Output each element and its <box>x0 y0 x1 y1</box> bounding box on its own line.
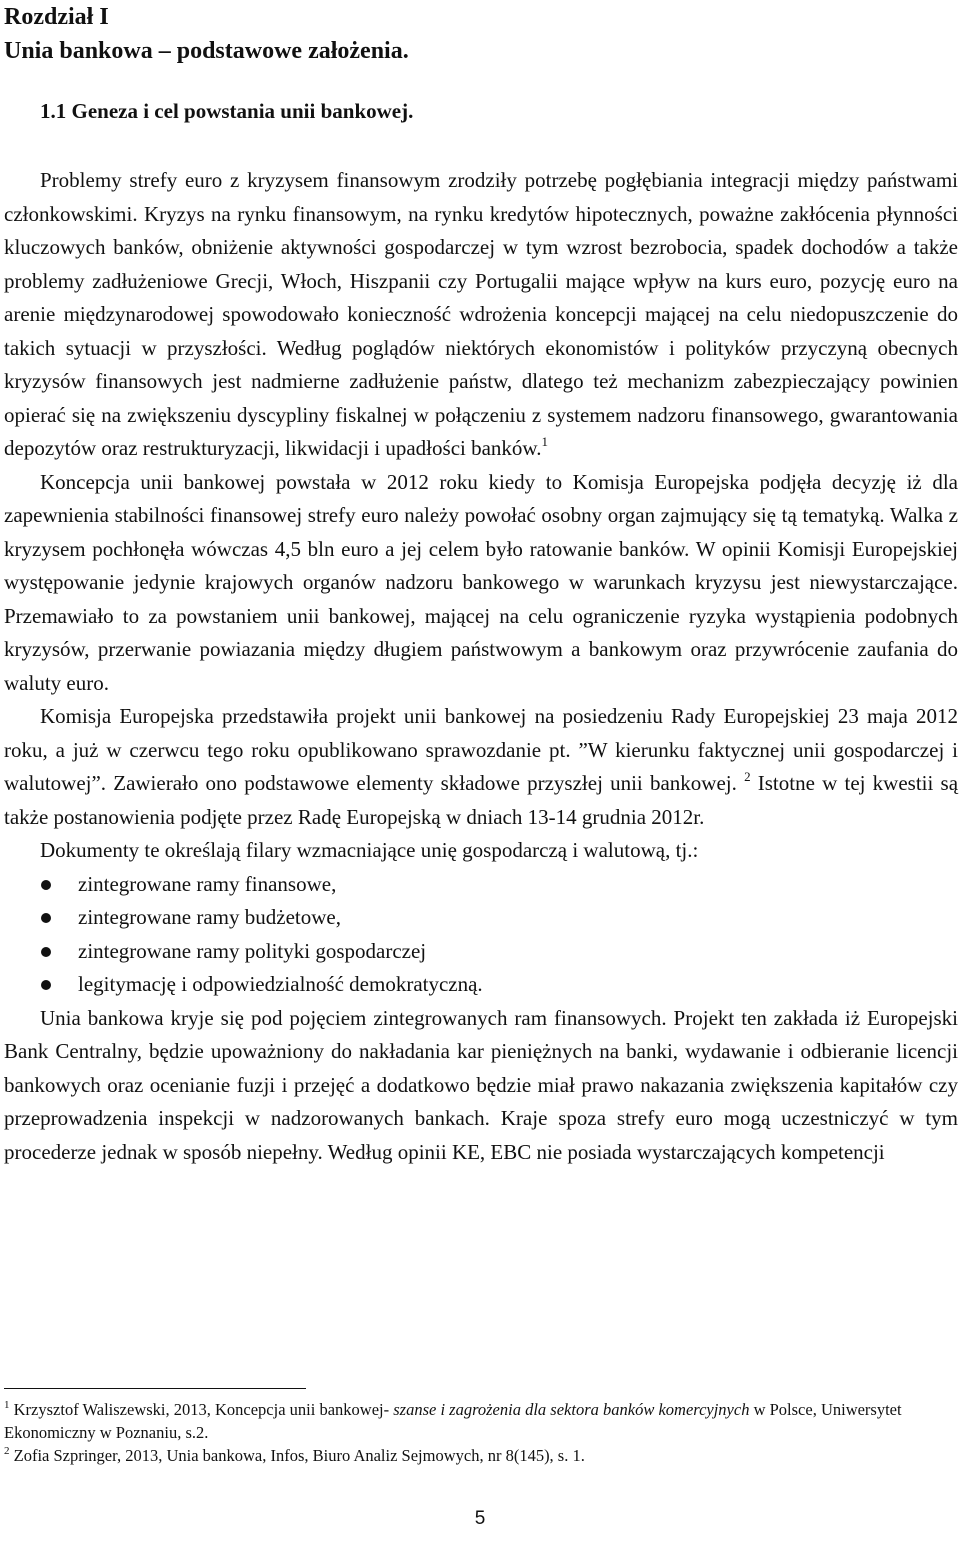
footnote-2-text: Zofia Szpringer, 2013, Unia bankowa, Infos, Biuro Analiz Sejmowych, nr 8(145), s. 1. <box>13 1446 585 1465</box>
footnote-1-text-a: Krzysztof Waliszewski, 2013, Koncepcja unii bankowej- <box>13 1400 394 1419</box>
list-item-text: zintegrowane ramy polityki gospodarczej <box>78 938 427 963</box>
paragraph-3 <box>4 700 958 834</box>
page-number: 5 <box>474 1508 486 1529</box>
footnote-1-number: 1 <box>4 1399 10 1411</box>
list-item-text: legitymację i odpowiedzialność demokratyczną. <box>78 972 483 996</box>
footnote-2 <box>4 1444 958 1467</box>
chapter-title: Unia bankowa – podstawowe założenia. <box>4 38 409 64</box>
paragraph-3-text-b: Istotne w tej kwestii są także postanowienia podjęte przez Radę Europejską w dniach 13-14 grudnia 2012r. <box>4 771 959 829</box>
bullet-icon <box>41 980 51 990</box>
list-item <box>4 968 958 1002</box>
list-item <box>4 935 958 969</box>
paragraph-2: Koncepcja unii bankowej powstała w 2012 roku kiedy to Komisja Europejska podjęła decyzję iż dla zapewnienia stabilności finansowej strefy euro należy powołać osobny organ zajmujący się tą tematyką. Walka z kryzysem pochłonęła wówczas 4,5 bln euro a jej celem było ratowanie banków. W opinii Komisji Europejskiej występowanie jedynie krajowych organów nadzoru bankowego w warunkach kryzysu jest niewystarczające. Przemawiało to za powstaniem unii bankowej, mającej na celu ograniczenie ryzyka wystąpienia podobnych kryzysów, przerwanie powiazania między długiem państwowym a bankowym oraz przywrócenie zaufania do waluty euro. <box>4 469 958 695</box>
list-item <box>4 868 958 902</box>
footnote-1-italic: szanse i zagrożenia dla sektora banków komercyjnych <box>393 1400 750 1419</box>
footnotes <box>4 1398 958 1467</box>
list-item <box>4 901 958 935</box>
paragraph-5: Unia bankowa kryje się pod pojęciem zintegrowanych ram finansowych. Projekt ten zakłada iż Europejski Bank Centralny, będzie upoważniony do nakładania kar pieniężnych na banki, wydawanie i odbieranie licencji bankowych oraz ocenianie fuzji i przejęć a dodatkowo będzie miał prawo nakazania zwiększenia kapitałów czy przeprowadzenia inspekcji w nadzorowanych bankach. Kraje spoza strefy euro mogą uczestniczyć w tym procederze jednak w sposób niepełny. Według opinii KE, EBC nie posiada wystarczających kompetencji <box>4 1005 958 1164</box>
footnote-separator <box>4 1388 306 1389</box>
list-item-text: zintegrowane ramy finansowe, <box>78 871 337 896</box>
footnote-2-number: 2 <box>4 1445 10 1457</box>
document-page <box>4 0 958 1169</box>
bullet-icon <box>41 880 51 890</box>
footnote-ref-2[interactable]: 2 <box>744 769 751 784</box>
section-title: 1.1 Geneza i cel powstania unii bankowej. <box>40 99 414 123</box>
list-item-text: zintegrowane ramy budżetowe, <box>78 905 341 929</box>
paragraph-1 <box>4 164 958 466</box>
paragraph-4: Dokumenty te określają filary wzmacniające unię gospodarczą i walutową, tj.: <box>40 838 699 862</box>
paragraph-3-text-a: Komisja Europejska przedstawiła projekt unii bankowej na posiedzeniu Rady Europejskiej 23 maja 2012 roku, a już w czerwcu tego roku opublikowano sprawozdanie pt. ”W kierunku faktycznej unii gospodarczej i walutowej”. Zawierało ono podstawowe elementy składowe przyszłej unii bankowej. <box>4 704 958 795</box>
bullet-icon <box>41 947 51 957</box>
chapter-heading: Rozdział I <box>4 4 109 30</box>
paragraph-1-text: Problemy strefy euro z kryzysem finansowym zrodziły potrzebę pogłębiania integracji między państwami członkowskimi. Kryzys na rynku finansowym, na rynku kredytów hipotecznych, poważne zakłócenia płynności kluczowych banków, obniżenie aktywności gospodarczej w tym wzrost bezrobocia, spadek dochodów a także problemy zadłużeniowe Grecji, Włoch, Hiszpanii czy Portugalii mające wpływ na kurs euro, pozycję euro na arenie międzynarodowej spowodowało konieczność wdrożenia koncepcji mającej na celu niedopuszczenie do takich sytuacji w przyszłości. Według poglądów niektórych ekonomistów i polityków przyczyną obecnych kryzysów finansowych jest nadmierne zadłużenie państw, dlatego też mechanizm zabezpieczający powinien opierać się na zwiększeniu dyscypliny fiskalnej w połączeniu z systemem nadzoru finansowego, gwarantowania depozytów oraz restrukturyzacji, likwidacji i upadłości banków. <box>4 168 958 460</box>
footnote-1 <box>4 1398 958 1444</box>
bullet-icon <box>41 913 51 923</box>
pillars-list <box>4 868 958 1002</box>
footnote-ref-1[interactable]: 1 <box>541 434 548 449</box>
footnote-1-text-b: w Polsce, Uniwersytet Ekonomiczny w Poznaniu, s.2. <box>4 1400 902 1442</box>
